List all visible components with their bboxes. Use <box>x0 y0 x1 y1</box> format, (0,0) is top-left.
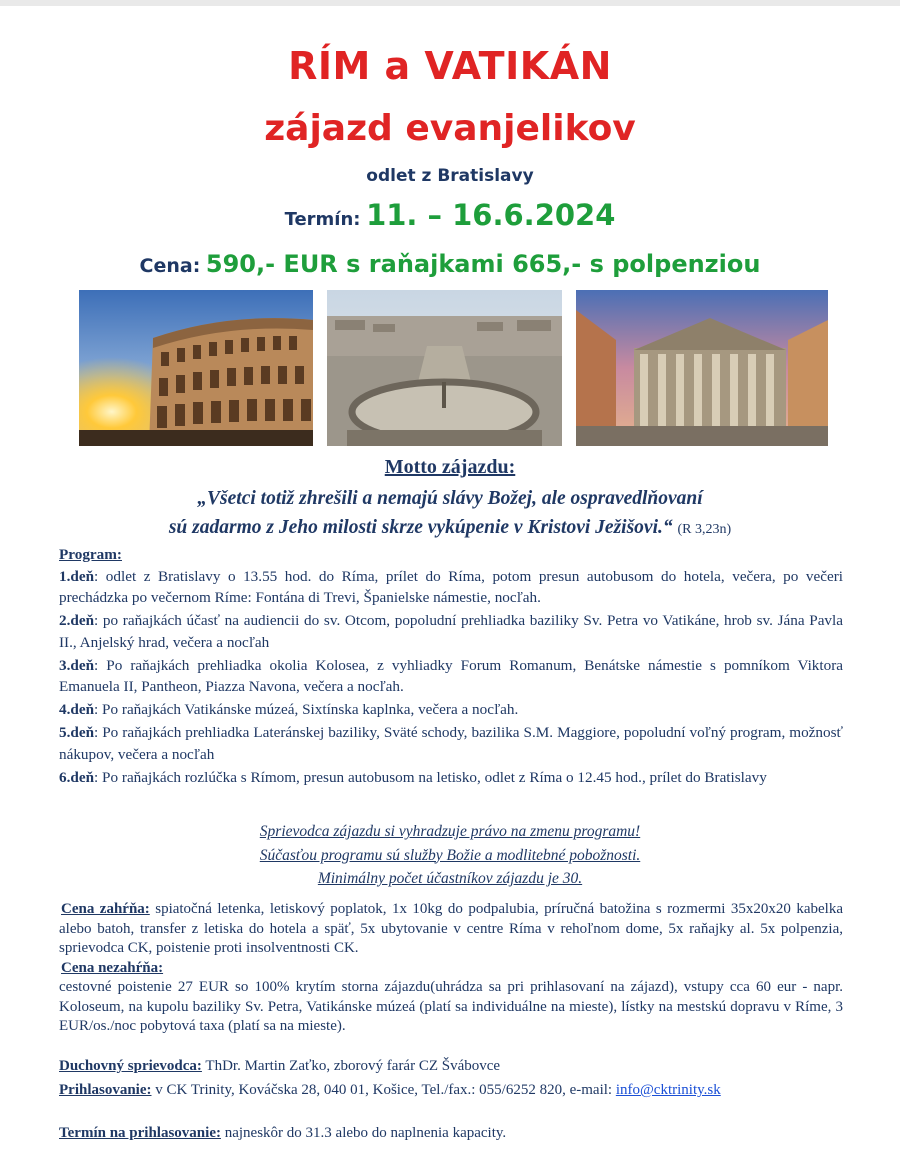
day-label: 5.deň <box>59 724 95 741</box>
price-excludes-label: Cena nezahŕňa: <box>61 959 164 976</box>
page-title: RÍM a VATIKÁN <box>288 44 612 88</box>
guide-text: ThDr. Martin Zaťko, zborový farár CZ Švábovce <box>201 1058 501 1074</box>
note-line: Súčasťou programu sú služby Božie a modlitebné pobožnosti. <box>259 846 641 864</box>
deadline-line <box>59 1125 849 1142</box>
guide-line <box>59 1054 849 1078</box>
program-heading: Program: <box>59 546 122 563</box>
program-section <box>59 544 843 790</box>
price-excludes-heading <box>59 959 843 979</box>
motto-line-2 <box>60 513 840 544</box>
day-text: : Po raňajkách prehliadka Lateránskej baziliky, Sväté schody, bazilika S.M. Maggiore, popoludní voľný program, možnosť nákupov, večera a nocľah <box>59 724 843 763</box>
term-line <box>0 198 900 232</box>
day-text: : Po raňajkách Vatikánske múzeá, Sixtínska kaplnka, večera a nocľah. <box>94 701 519 718</box>
program-day <box>59 655 843 698</box>
deadline-label: Termín na prihlasovanie: <box>59 1125 221 1141</box>
day-label: 3.deň <box>59 656 95 674</box>
program-day <box>59 610 843 653</box>
term-value: 11. – 16.6.2024 <box>366 198 616 232</box>
day-text: : po raňajkách účasť na audiencii do sv. Otcom, popoludní prehliadka baziliky Sv. Petra vo Vatikáne, hrob sv. Jána Pavla II., Anjelský hrad, večera a nocľah <box>59 612 843 651</box>
registration-text: v CK Trinity, Kováčska 28, 040 01, Košice, Tel./fax.: 055/6252 820, e-mail: <box>151 1082 616 1098</box>
day-text: : Po raňajkách prehliadka okolia Kolosea, z vyhliadky Forum Romanum, Benátske námestie s pomníkom Viktora Emanuela II, Pantheon, Piazza Navona, večera a nocľah. <box>59 656 843 695</box>
price-details-section <box>59 900 843 1037</box>
program-day <box>59 767 843 789</box>
motto-reference: (R 3,23n) <box>677 522 732 537</box>
email-link[interactable]: info@cktrinity.sk <box>615 1082 721 1098</box>
deadline-text: najneskôr do 31.3 alebo do naplnenia kapacity. <box>220 1125 507 1141</box>
price-includes-label: Cena zahŕňa: <box>61 901 150 917</box>
page-top-bar <box>0 0 900 6</box>
day-text: : Po raňajkách rozlúčka s Rímom, presun autobusom na letisko, odlet z Ríma o 12.45 hod., prílet do Bratislavy <box>94 768 767 786</box>
departure-text: odlet z Bratislavy <box>366 166 534 186</box>
price-line <box>0 250 900 278</box>
registration-line <box>59 1078 849 1102</box>
price-label: Cena: <box>139 255 201 277</box>
motto-line-2-text: sú zadarmo z Jeho milosti skrze vykúpenie v Kristovi Ježišovi.“ <box>168 517 673 538</box>
contacts-section <box>59 1054 849 1102</box>
price-excludes-text: cestovné poistenie 27 EUR so 100% krytím storna zájazdu(uhrádza sa pri prihlasovaní na zájazd), vstupy cca 60 eur - napr. Koloseum, na kupolu baziliky Sv. Petra, Vatikánske múzeá (platí sa individuálne na mieste), lístky na mestskú dopravu v Ríme, 3 EUR/os./noc pobytová taxa (platí sa na mieste). <box>59 979 843 1034</box>
day-text: : odlet z Bratislavy o 13.55 hod. do Ríma, prílet do Ríma, potom presun autobusom do hotela, večera, po večeri prechádzka po večernom Ríme: Fontána di Trevi, Španielske námestie, nocľah. <box>59 567 843 606</box>
st-peters-square-photo <box>327 290 562 446</box>
notes-section <box>0 820 900 891</box>
program-day <box>59 566 843 609</box>
program-day <box>59 699 843 721</box>
motto-heading: Motto zájazdu: <box>384 456 516 478</box>
price-value: 590,- EUR s raňajkami 665,- s polpenziou <box>205 250 761 278</box>
term-label: Termín: <box>284 209 361 230</box>
page-subtitle: zájazd evanjelikov <box>264 108 636 149</box>
price-includes-text: spiatočná letenka, letiskový poplatok, 1x 10kg do podpalubia, príručná batožina s rozmermi 35x20x20 kabelka alebo batoh, transfer z letiska do hotela a späť, 5x ubytovanie v centre Ríma v rehoľnom dome, 5x raňajky al. 5x polpenzia, sprievodca CK, poistenie proti insolventnosti CK. <box>59 901 843 956</box>
pantheon-photo <box>576 290 828 446</box>
motto-quote <box>60 484 840 544</box>
colosseum-photo <box>79 290 313 446</box>
note-line: Sprievodca zájazdu si vyhradzuje právo na zmenu programu! <box>259 823 641 840</box>
note-line: Minimálny počet účastníkov zájazdu je 30. <box>317 870 583 887</box>
day-label: 1.deň <box>59 567 95 585</box>
guide-label: Duchovný sprievodca: <box>59 1058 202 1074</box>
day-label: 2.deň <box>59 612 95 629</box>
registration-label: Prihlasovanie: <box>59 1082 152 1098</box>
day-label: 6.deň <box>59 768 95 786</box>
motto-line-1: „Všetci totiž zhrešili a nemajú slávy Božej, ale ospravedlňovaní <box>197 488 703 509</box>
program-day <box>59 722 843 765</box>
price-includes <box>59 900 843 959</box>
day-label: 4.deň <box>59 701 95 718</box>
